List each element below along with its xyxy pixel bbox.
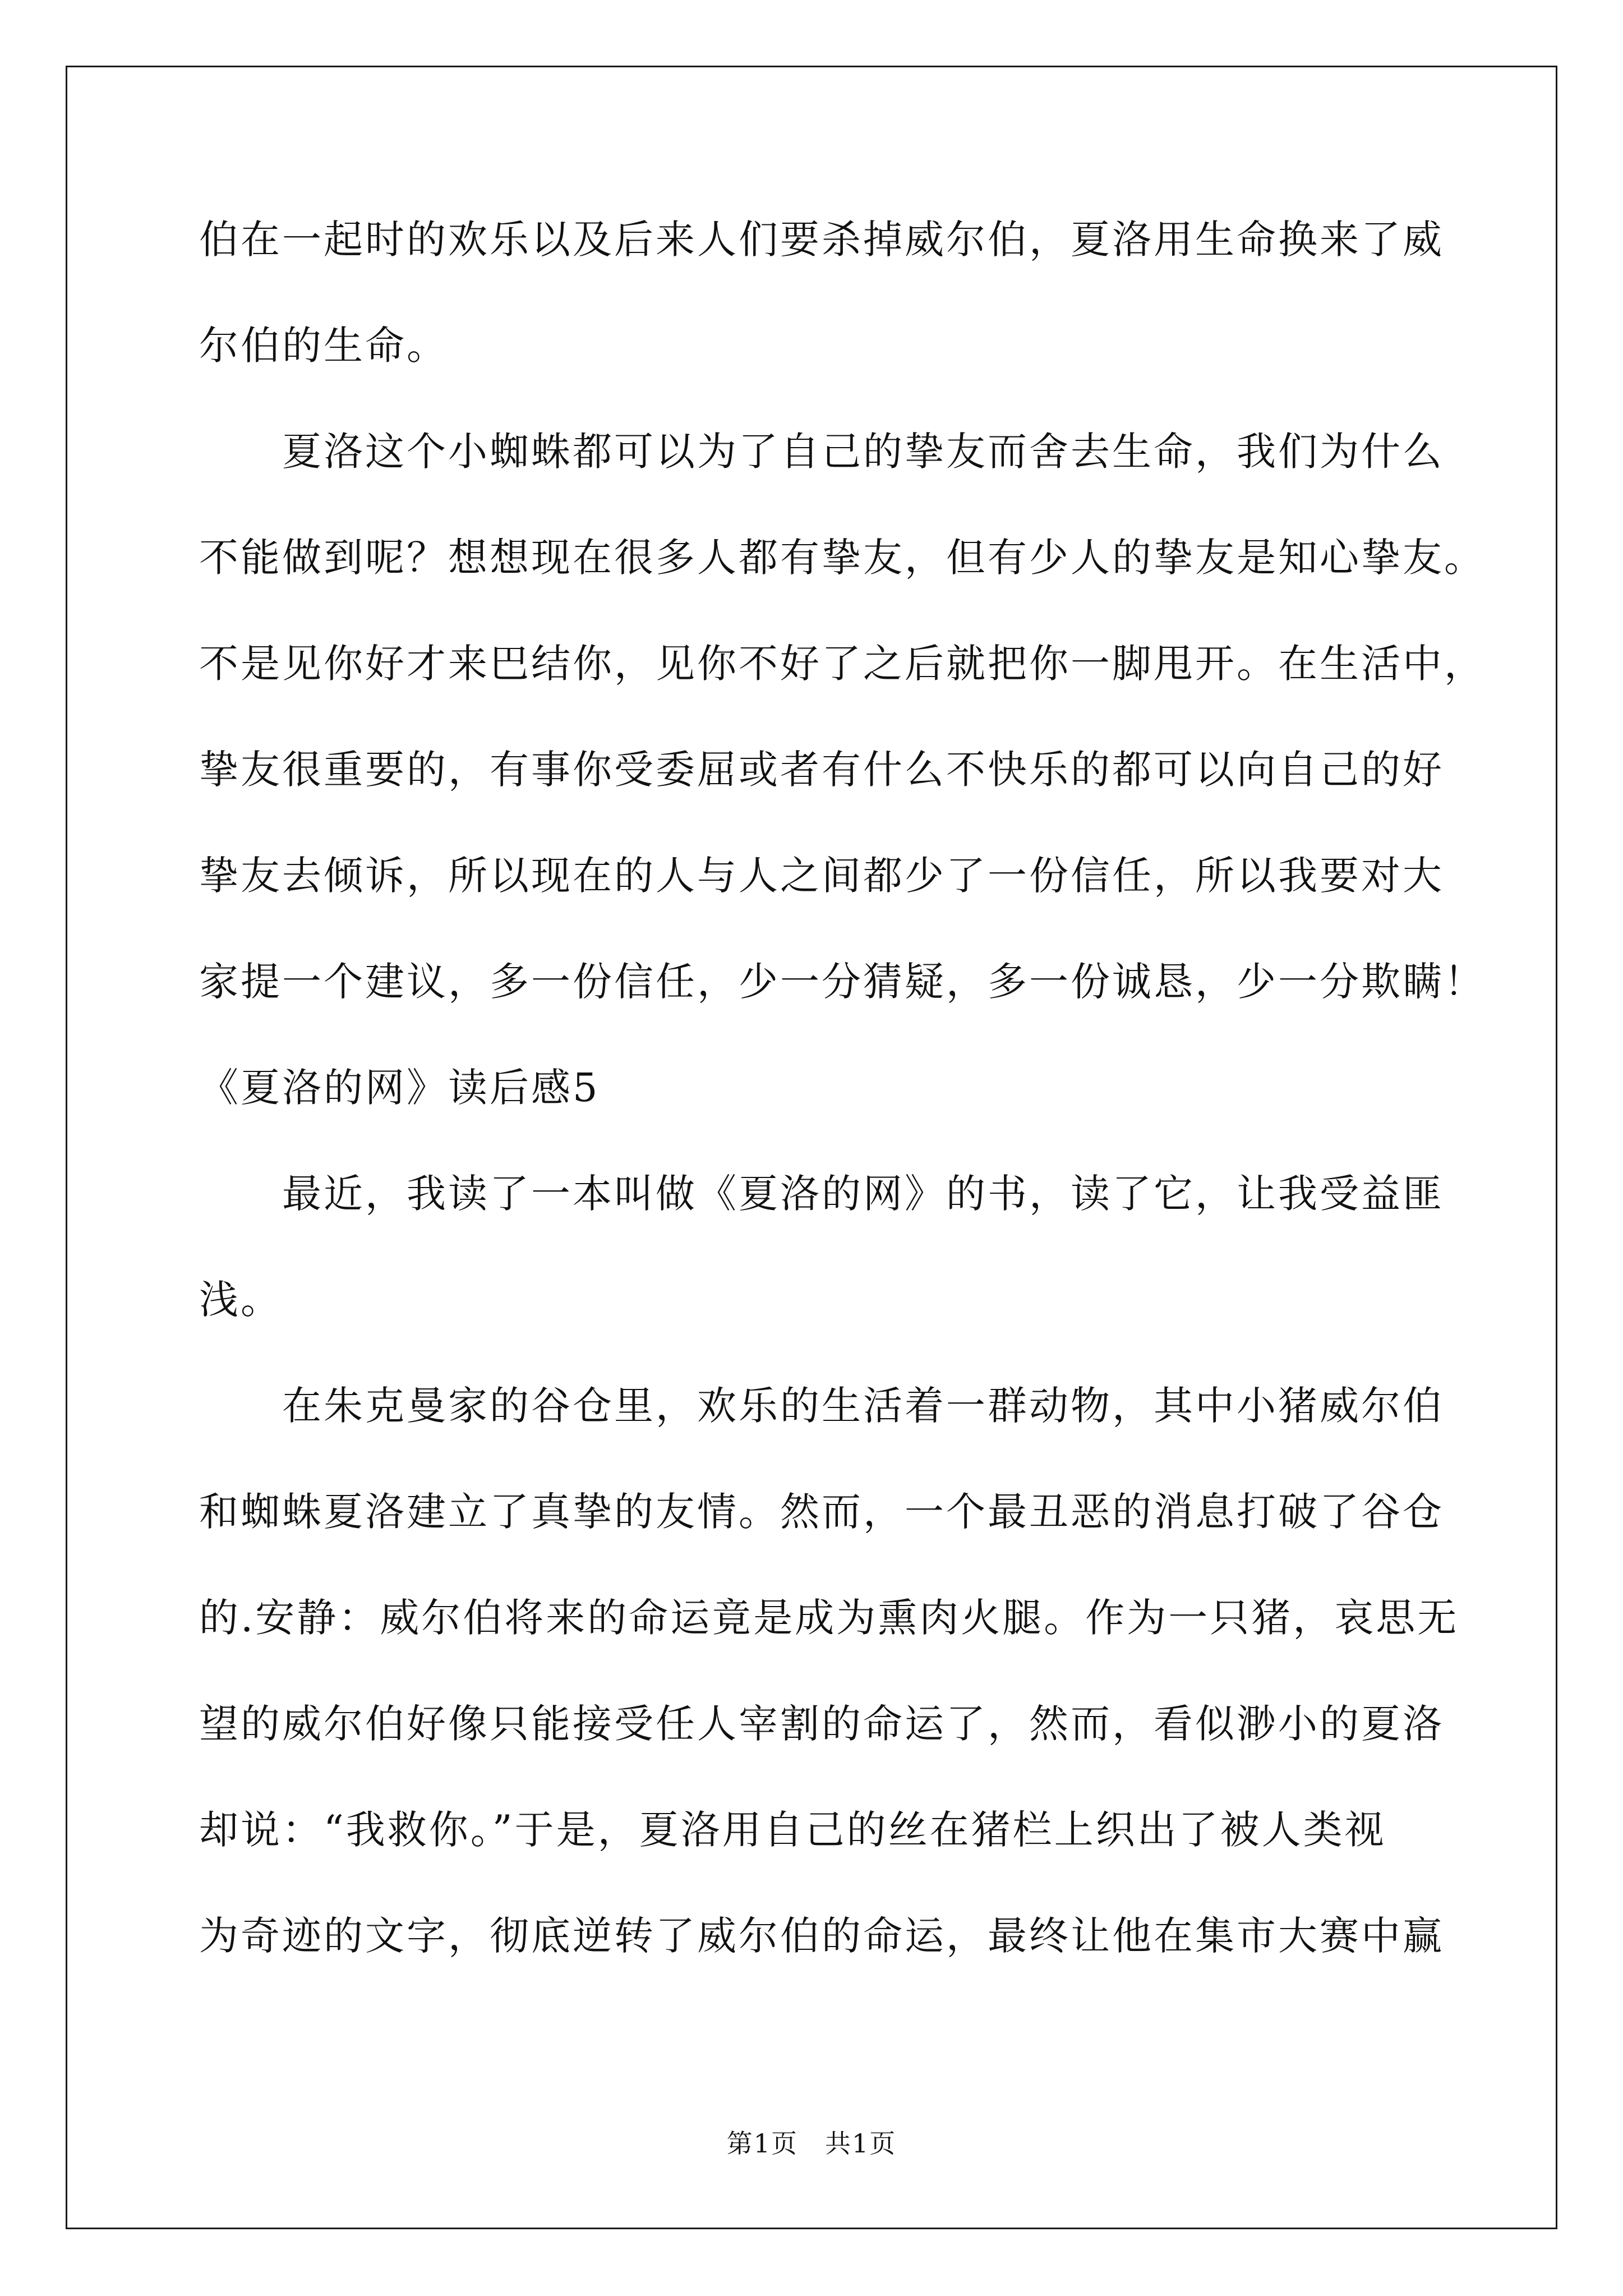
paragraph-first-line: 夏洛这个小蜘蛛都可以为了自己的挚友而舍去生命，我们为什么: [282, 429, 1444, 475]
section-heading: 《夏洛的网》读后感5: [199, 1065, 600, 1111]
text-line: 尔伯的生命。: [199, 323, 448, 369]
text-line: 家提一个建议，多一份信任，少一分猜疑，多一份诚恳，少一分欺瞒！: [199, 959, 1486, 1005]
text-line: 的.安静：威尔伯将来的命运竟是成为熏肉火腿。作为一只猪，哀思无: [199, 1595, 1459, 1641]
text-line: 挚友去倾诉，所以现在的人与人之间都少了一份信任，所以我要对大: [199, 853, 1444, 899]
paragraph-first-line: 在朱克曼家的谷仓里，欢乐的生活着一群动物，其中小猪威尔伯: [282, 1383, 1444, 1429]
text-line: 不是见你好才来巴结你，见你不好了之后就把你一脚甩开。在生活中，: [199, 641, 1486, 687]
page-footer: 第1页 共1页: [726, 2128, 897, 2159]
text-line: 挚友很重要的，有事你受委屈或者有什么不快乐的都可以向自己的好: [199, 747, 1444, 793]
paragraph-first-line: 最近，我读了一本叫做《夏洛的网》的书，读了它，让我受益匪: [282, 1171, 1444, 1217]
text-line: 伯在一起时的欢乐以及后来人们要杀掉威尔伯，夏洛用生命换来了威: [199, 217, 1444, 263]
text-line: 和蜘蛛夏洛建立了真挚的友情。然而，一个最丑恶的消息打破了谷仓: [199, 1489, 1444, 1535]
document-body: [199, 213, 1486, 1963]
text-line: 为奇迹的文字，彻底逆转了威尔伯的命运，最终让他在集市大赛中赢: [199, 1913, 1444, 1959]
text-line: 浅。: [199, 1277, 282, 1323]
text-line: 不能做到呢？想想现在很多人都有挚友，但有少人的挚友是知心挚友。: [199, 535, 1486, 581]
text-line: 望的威尔伯好像只能接受任人宰割的命运了，然而，看似渺小的夏洛: [199, 1701, 1444, 1747]
text-line: 却说：“我救你。”于是，夏洛用自己的丝在猪栏上织出了被人类视: [199, 1807, 1386, 1853]
